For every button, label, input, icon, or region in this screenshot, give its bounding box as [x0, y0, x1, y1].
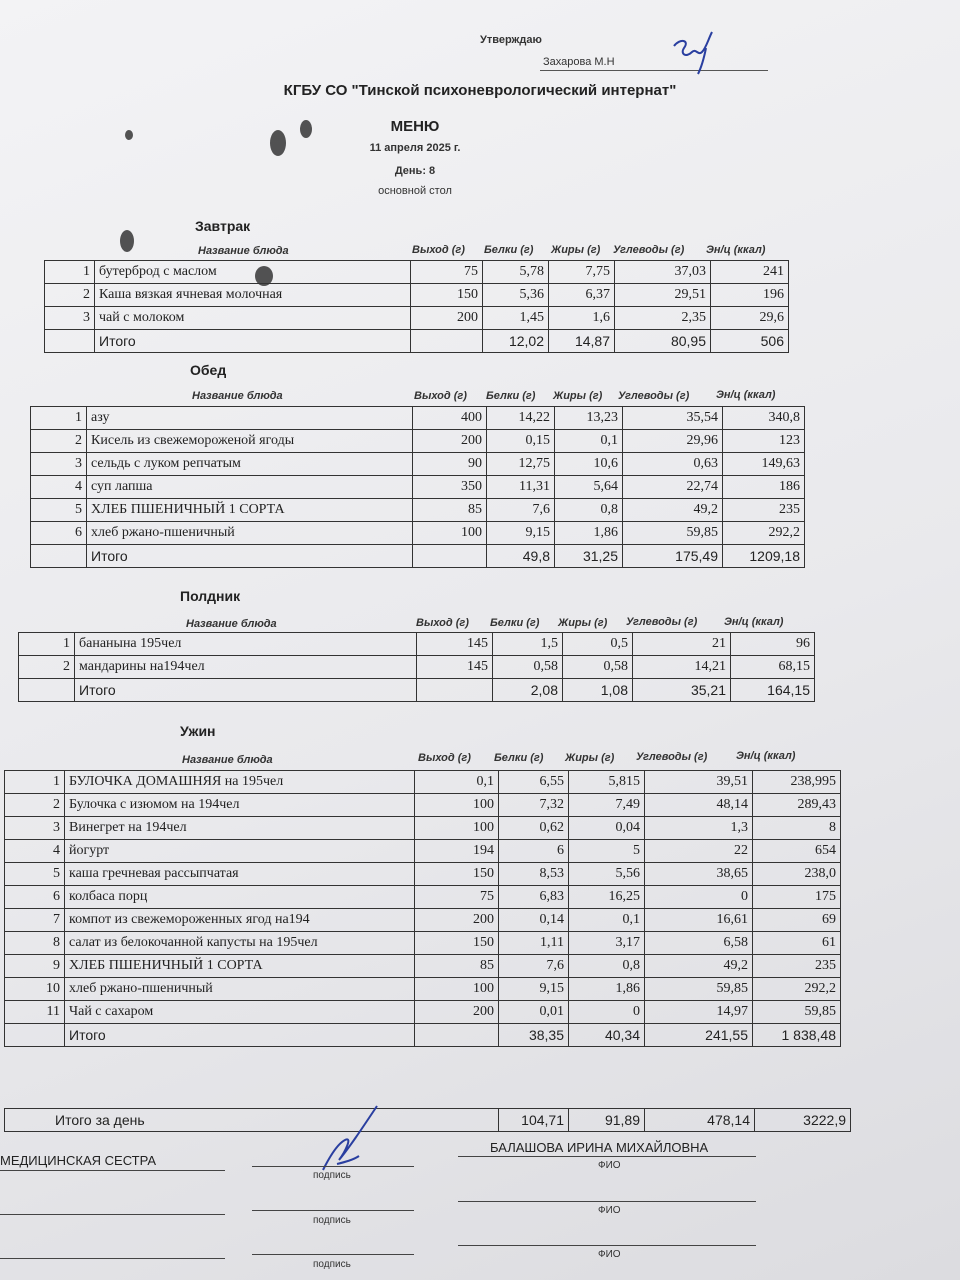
day-total-protein: 104,71	[499, 1109, 569, 1132]
dish-energy: 238,995	[753, 771, 841, 794]
signature-caption: подпись	[313, 1215, 351, 1226]
menu-day: День: 8	[394, 165, 436, 177]
dish-fat: 5,815	[569, 771, 645, 794]
total-row	[19, 679, 815, 702]
col-yield-header: Выход (г)	[416, 617, 469, 629]
dish-fat: 16,25	[569, 886, 645, 909]
table-row	[31, 430, 805, 453]
dish-fat: 7,75	[549, 261, 615, 284]
table-row	[31, 499, 805, 522]
col-protein-header: Белки (г)	[486, 390, 536, 402]
col-carbs-header: Углеводы (г)	[613, 244, 685, 256]
total-protein: 12,02	[483, 330, 549, 353]
dish-carbs: 14,21	[633, 656, 731, 679]
dish-energy: 59,85	[753, 1001, 841, 1024]
table-row	[45, 261, 789, 284]
fio-caption: ФИО	[598, 1205, 621, 1216]
dish-protein: 12,75	[487, 453, 555, 476]
dish-carbs: 29,51	[615, 284, 711, 307]
dish-fat: 0,1	[555, 430, 623, 453]
signature-caption: подпись	[313, 1170, 351, 1181]
dish-yield: 200	[413, 430, 487, 453]
day-total-table	[4, 1108, 851, 1132]
dish-name: суп лапша	[87, 476, 413, 499]
nurse-label: МЕДИЦИНСКАЯ СЕСТРА	[0, 1153, 157, 1168]
row-number: 2	[19, 656, 75, 679]
dish-yield: 85	[415, 955, 499, 978]
dish-protein: 0,58	[493, 656, 563, 679]
approve-line	[540, 70, 768, 71]
dish-energy: 61	[753, 932, 841, 955]
row-number: 1	[31, 407, 87, 430]
dish-yield: 350	[413, 476, 487, 499]
total-label: Итого	[75, 679, 417, 702]
dish-fat: 5,64	[555, 476, 623, 499]
ink-smudge	[300, 120, 312, 138]
dish-protein: 6,83	[499, 886, 569, 909]
dish-yield: 200	[411, 307, 483, 330]
dish-carbs: 16,61	[645, 909, 753, 932]
row-number: 1	[5, 771, 65, 794]
dish-name: бутерброд с маслом	[95, 261, 411, 284]
dish-protein: 1,45	[483, 307, 549, 330]
dish-fat: 0,04	[569, 817, 645, 840]
signature-line	[0, 1258, 225, 1259]
total-carbs: 241,55	[645, 1024, 753, 1047]
dish-protein: 7,6	[499, 955, 569, 978]
dish-protein: 7,32	[499, 794, 569, 817]
col-protein-header: Белки (г)	[490, 617, 540, 629]
total-carbs: 35,21	[633, 679, 731, 702]
dish-energy: 149,63	[723, 453, 805, 476]
row-number: 5	[31, 499, 87, 522]
dish-energy: 238,0	[753, 863, 841, 886]
dish-protein: 9,15	[487, 522, 555, 545]
dish-name: сельдь с луком репчатым	[87, 453, 413, 476]
nurse-name: БАЛАШОВА ИРИНА МИХАЙЛОВНА	[490, 1140, 709, 1155]
dish-yield: 150	[415, 863, 499, 886]
dish-yield: 145	[417, 656, 493, 679]
dish-protein: 0,01	[499, 1001, 569, 1024]
dish-energy: 289,43	[753, 794, 841, 817]
row-number: 4	[31, 476, 87, 499]
dish-carbs: 0	[645, 886, 753, 909]
dish-carbs: 35,54	[623, 407, 723, 430]
dish-protein: 1,11	[499, 932, 569, 955]
col-name-header: Название блюда	[192, 390, 283, 402]
col-yield-header: Выход (г)	[418, 752, 471, 764]
total-fat: 1,08	[563, 679, 633, 702]
dish-fat: 3,17	[569, 932, 645, 955]
dish-protein: 14,22	[487, 407, 555, 430]
dish-yield: 194	[415, 840, 499, 863]
table-row	[5, 817, 841, 840]
dish-energy: 186	[723, 476, 805, 499]
dish-name: каша гречневая рассыпчатая	[65, 863, 415, 886]
dish-energy: 175	[753, 886, 841, 909]
dish-yield: 200	[415, 909, 499, 932]
day-total-label: Итого за день	[5, 1109, 499, 1132]
col-name-header: Название блюда	[198, 245, 289, 257]
dish-carbs: 37,03	[615, 261, 711, 284]
dish-protein: 9,15	[499, 978, 569, 1001]
dish-name: азу	[87, 407, 413, 430]
dish-name: БУЛОЧКА ДОМАШНЯЯ на 195чел	[65, 771, 415, 794]
table-row	[5, 771, 841, 794]
signature-line	[252, 1166, 414, 1167]
dish-carbs: 29,96	[623, 430, 723, 453]
dish-yield: 85	[413, 499, 487, 522]
total-row	[45, 330, 789, 353]
dish-name: Булочка с изюмом на 194чел	[65, 794, 415, 817]
approve-label: Утверждаю	[480, 34, 542, 46]
dish-fat: 0,1	[569, 909, 645, 932]
dish-name: Чай с сахаром	[65, 1001, 415, 1024]
dish-name: ХЛЕБ ПШЕНИЧНЫЙ 1 СОРТА	[65, 955, 415, 978]
snack-table	[18, 632, 815, 702]
day-total-carbs: 478,14	[645, 1109, 755, 1132]
dish-name: хлеб ржано-пшеничный	[87, 522, 413, 545]
row-number: 2	[5, 794, 65, 817]
ink-smudge	[270, 130, 286, 156]
col-fat-header: Жиры (г)	[558, 617, 608, 629]
col-yield-header: Выход (г)	[412, 244, 465, 256]
dish-protein: 6,55	[499, 771, 569, 794]
approver-signature-icon	[662, 18, 722, 78]
row-number: 1	[45, 261, 95, 284]
dish-name: Кисель из свежемороженой ягоды	[87, 430, 413, 453]
col-yield-header: Выход (г)	[414, 390, 467, 402]
dish-yield: 90	[413, 453, 487, 476]
nurse-signature-icon	[315, 1100, 395, 1180]
table-row	[31, 522, 805, 545]
dish-fat: 1,6	[549, 307, 615, 330]
dish-carbs: 2,35	[615, 307, 711, 330]
dish-name: мандарины на194чел	[75, 656, 417, 679]
dish-yield: 100	[415, 978, 499, 1001]
table-row	[5, 909, 841, 932]
dish-name: чай с молоком	[95, 307, 411, 330]
dish-protein: 6	[499, 840, 569, 863]
dish-carbs: 59,85	[645, 978, 753, 1001]
signature-line	[0, 1214, 225, 1215]
dish-name: бананына 195чел	[75, 633, 417, 656]
dish-yield: 400	[413, 407, 487, 430]
dish-energy: 29,6	[711, 307, 789, 330]
dish-yield: 100	[415, 817, 499, 840]
row-number: 3	[45, 307, 95, 330]
dish-yield: 75	[415, 886, 499, 909]
col-energy-header: Эн/ц (ккал)	[724, 616, 784, 628]
col-energy-header: Эн/ц (ккал)	[706, 244, 766, 256]
row-number: 7	[5, 909, 65, 932]
col-name-header: Название блюда	[182, 754, 273, 766]
dish-yield: 100	[413, 522, 487, 545]
dish-carbs: 21	[633, 633, 731, 656]
total-label: Итого	[65, 1024, 415, 1047]
total-protein: 38,35	[499, 1024, 569, 1047]
dish-carbs: 49,2	[645, 955, 753, 978]
row-number: 9	[5, 955, 65, 978]
day-total-fat: 91,89	[569, 1109, 645, 1132]
col-carbs-header: Углеводы (г)	[618, 390, 690, 402]
row-number: 3	[5, 817, 65, 840]
dish-fat: 0	[569, 1001, 645, 1024]
dinner-title: Ужин	[180, 723, 216, 739]
total-energy: 506	[711, 330, 789, 353]
col-energy-header: Эн/ц (ккал)	[716, 389, 776, 401]
dish-fat: 0,8	[569, 955, 645, 978]
dinner-table	[4, 770, 841, 1047]
dish-fat: 6,37	[549, 284, 615, 307]
total-protein: 49,8	[487, 545, 555, 568]
table-row	[5, 978, 841, 1001]
table-row	[5, 955, 841, 978]
dish-carbs: 6,58	[645, 932, 753, 955]
dish-fat: 5,56	[569, 863, 645, 886]
total-fat: 40,34	[569, 1024, 645, 1047]
signature-line	[252, 1254, 414, 1255]
row-number: 4	[5, 840, 65, 863]
dish-fat: 1,86	[569, 978, 645, 1001]
lunch-table	[30, 406, 805, 568]
dish-name: Каша вязкая ячневая молочная	[95, 284, 411, 307]
col-fat-header: Жиры (г)	[565, 752, 615, 764]
row-number: 2	[45, 284, 95, 307]
table-row	[5, 840, 841, 863]
dish-carbs: 38,65	[645, 863, 753, 886]
dish-carbs: 48,14	[645, 794, 753, 817]
dish-fat: 7,49	[569, 794, 645, 817]
dish-energy: 123	[723, 430, 805, 453]
dish-yield: 0,1	[415, 771, 499, 794]
dish-name: колбаса порц	[65, 886, 415, 909]
col-name-header: Название блюда	[186, 618, 277, 630]
table-row	[45, 284, 789, 307]
total-row	[5, 1024, 841, 1047]
dish-energy: 8	[753, 817, 841, 840]
dish-protein: 5,36	[483, 284, 549, 307]
dish-protein: 5,78	[483, 261, 549, 284]
table-row	[5, 1001, 841, 1024]
row-number: 6	[5, 886, 65, 909]
ink-smudge	[120, 230, 134, 252]
table-row	[31, 476, 805, 499]
day-total-row	[5, 1109, 851, 1132]
dish-protein: 7,6	[487, 499, 555, 522]
dish-carbs: 1,3	[645, 817, 753, 840]
total-energy: 1 838,48	[753, 1024, 841, 1047]
dish-fat: 0,58	[563, 656, 633, 679]
dish-fat: 0,5	[563, 633, 633, 656]
dish-energy: 340,8	[723, 407, 805, 430]
dish-fat: 0,8	[555, 499, 623, 522]
total-energy: 1209,18	[723, 545, 805, 568]
row-number: 8	[5, 932, 65, 955]
dish-name: ХЛЕБ ПШЕНИЧНЫЙ 1 СОРТА	[87, 499, 413, 522]
dish-carbs: 0,63	[623, 453, 723, 476]
fio-line	[458, 1156, 756, 1157]
breakfast-table	[44, 260, 789, 353]
dish-name: компот из свежемороженных ягод на194	[65, 909, 415, 932]
dish-energy: 196	[711, 284, 789, 307]
ink-smudge	[125, 130, 133, 140]
dish-carbs: 49,2	[623, 499, 723, 522]
total-energy: 164,15	[731, 679, 815, 702]
total-carbs: 80,95	[615, 330, 711, 353]
total-label: Итого	[95, 330, 411, 353]
row-number: 1	[19, 633, 75, 656]
dish-carbs: 59,85	[623, 522, 723, 545]
signature-caption: подпись	[313, 1259, 351, 1270]
dish-protein: 1,5	[493, 633, 563, 656]
col-carbs-header: Углеводы (г)	[636, 751, 708, 763]
dish-energy: 292,2	[723, 522, 805, 545]
dish-yield: 100	[415, 794, 499, 817]
dish-fat: 5	[569, 840, 645, 863]
dish-fat: 1,86	[555, 522, 623, 545]
dish-protein: 11,31	[487, 476, 555, 499]
dish-yield: 150	[411, 284, 483, 307]
dish-energy: 68,15	[731, 656, 815, 679]
row-number: 11	[5, 1001, 65, 1024]
dish-energy: 69	[753, 909, 841, 932]
dish-energy: 292,2	[753, 978, 841, 1001]
table-row	[31, 407, 805, 430]
total-fat: 14,87	[549, 330, 615, 353]
fio-line	[458, 1245, 756, 1246]
row-number: 10	[5, 978, 65, 1001]
dish-fat: 13,23	[555, 407, 623, 430]
total-label: Итого	[87, 545, 413, 568]
dish-yield: 75	[411, 261, 483, 284]
table-row	[19, 633, 815, 656]
dish-protein: 0,14	[499, 909, 569, 932]
menu-date: 11 апреля 2025 г.	[369, 142, 461, 154]
table-row	[19, 656, 815, 679]
col-protein-header: Белки (г)	[484, 244, 534, 256]
dish-protein: 0,15	[487, 430, 555, 453]
dish-yield: 150	[415, 932, 499, 955]
day-total-energy: 3222,9	[755, 1109, 851, 1132]
approver-name: Захарова М.Н	[543, 56, 615, 68]
col-fat-header: Жиры (г)	[551, 244, 601, 256]
table-kind: основной стол	[378, 185, 452, 197]
fio-caption: ФИО	[598, 1249, 621, 1260]
lunch-title: Обед	[190, 362, 227, 378]
dish-carbs: 14,97	[645, 1001, 753, 1024]
dish-fat: 10,6	[555, 453, 623, 476]
dish-name: хлеб ржано-пшеничный	[65, 978, 415, 1001]
fio-caption: ФИО	[598, 1160, 621, 1171]
row-number: 5	[5, 863, 65, 886]
dish-protein: 0,62	[499, 817, 569, 840]
dish-carbs: 39,51	[645, 771, 753, 794]
table-row	[5, 863, 841, 886]
dish-energy: 96	[731, 633, 815, 656]
dish-protein: 8,53	[499, 863, 569, 886]
table-row	[5, 886, 841, 909]
total-row	[31, 545, 805, 568]
row-number: 3	[31, 453, 87, 476]
row-number: 2	[31, 430, 87, 453]
dish-energy: 654	[753, 840, 841, 863]
dish-yield: 200	[415, 1001, 499, 1024]
fio-line	[458, 1201, 756, 1202]
organization-name: КГБУ СО "Тинской психоневрологический интернат"	[283, 82, 677, 99]
table-row	[5, 794, 841, 817]
dish-energy: 241	[711, 261, 789, 284]
breakfast-title: Завтрак	[195, 218, 251, 234]
col-carbs-header: Углеводы (г)	[626, 616, 698, 628]
total-fat: 31,25	[555, 545, 623, 568]
dish-carbs: 22	[645, 840, 753, 863]
total-carbs: 175,49	[623, 545, 723, 568]
table-row	[5, 932, 841, 955]
col-energy-header: Эн/ц (ккал)	[736, 750, 796, 762]
table-row	[45, 307, 789, 330]
total-protein: 2,08	[493, 679, 563, 702]
row-number: 6	[31, 522, 87, 545]
col-protein-header: Белки (г)	[494, 752, 544, 764]
menu-title: МЕНЮ	[390, 118, 440, 135]
dish-energy: 235	[723, 499, 805, 522]
dish-name: Винегрет на 194чел	[65, 817, 415, 840]
snack-title: Полдник	[180, 588, 241, 604]
signature-line	[252, 1210, 414, 1211]
signature-line	[0, 1170, 225, 1171]
dish-carbs: 22,74	[623, 476, 723, 499]
dish-yield: 145	[417, 633, 493, 656]
col-fat-header: Жиры (г)	[553, 390, 603, 402]
table-row	[31, 453, 805, 476]
dish-energy: 235	[753, 955, 841, 978]
dish-name: йогурт	[65, 840, 415, 863]
dish-name: салат из белокочанной капусты на 195чел	[65, 932, 415, 955]
